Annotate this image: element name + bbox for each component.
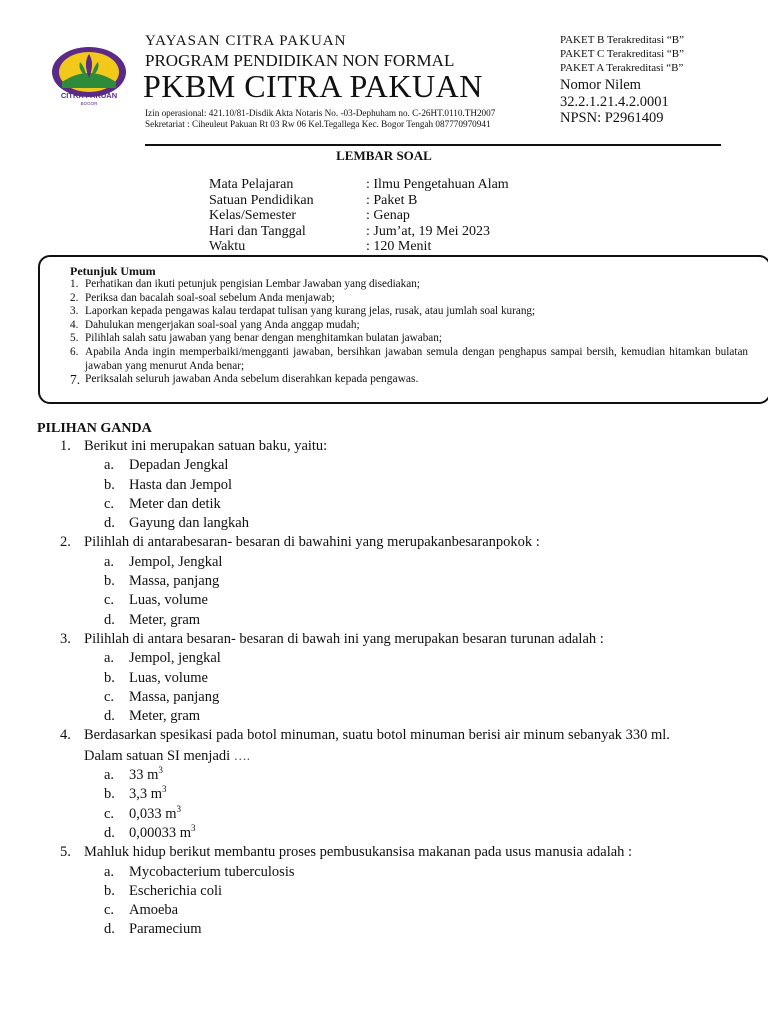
option-text: Massa, panjang — [129, 688, 220, 705]
question-4 — [60, 726, 750, 766]
option — [104, 863, 750, 882]
option — [104, 688, 750, 707]
option-text: Hasta dan Jempol — [129, 476, 233, 493]
option-letter: a. — [104, 553, 115, 570]
option-exponent: 3 — [176, 803, 182, 814]
option-exponent: 3 — [158, 765, 163, 776]
info-value: : Jum’at, 19 Mei 2023 — [366, 223, 491, 239]
info-value: : Paket B — [366, 192, 418, 208]
info-row — [209, 239, 509, 255]
info-row — [209, 208, 509, 224]
page-title: LEMBAR SOAL — [336, 148, 432, 163]
option-letter: b. — [104, 786, 115, 803]
nomor-nilem-value: 32.2.1.21.4.2.0001 — [560, 93, 669, 110]
option — [104, 766, 750, 785]
petunjuk-list — [70, 278, 748, 387]
option — [104, 824, 750, 843]
info-label: Mata Pelajaran — [209, 177, 294, 192]
question-number: 2. — [60, 534, 71, 551]
option-value: 0,00033 m — [129, 824, 192, 841]
option-letter: a. — [104, 457, 115, 474]
info-row — [209, 193, 509, 209]
nomor-nilem-label: Nomor Nilem — [560, 77, 641, 93]
option — [104, 882, 750, 901]
info-row — [209, 224, 509, 240]
option — [104, 901, 750, 920]
option-letter: c. — [104, 902, 115, 919]
option-text — [129, 824, 196, 843]
info-value: : 120 Menit — [366, 239, 432, 254]
petunjuk-item — [70, 278, 748, 292]
header-divider — [145, 144, 721, 146]
option-value: 0,033 m — [129, 805, 177, 822]
option-value: 33 m — [129, 767, 159, 784]
accreditation-list — [560, 33, 684, 75]
logo-subtext: BOGOR — [80, 101, 98, 106]
option-text: Amoeba — [129, 902, 179, 919]
npsn: NPSN: P2961409 — [560, 110, 664, 126]
question-text — [84, 726, 750, 766]
option-text: Massa, panjang — [129, 573, 220, 590]
option — [104, 669, 750, 688]
question-text: Mahluk hidup berikut membantu proses pembusukansisa makanan pada usus manusia adalah : — [84, 844, 633, 861]
option-letter: d. — [104, 611, 115, 628]
option-letter: c. — [104, 805, 115, 822]
question-number: 3. — [60, 630, 71, 647]
question-text-line2: Dalam satuan SI menjadi — [84, 747, 231, 764]
option-letter: d. — [104, 921, 115, 938]
option-text: Gayung dan langkah — [129, 515, 249, 532]
izin-operasional: Izin operasional: 421.10/81-Disdik Akta Notaris No. -03-Dephuham no. C-26HT.0110.TH2007 — [145, 108, 496, 118]
option-letter: b. — [104, 882, 115, 899]
question-3 — [60, 630, 750, 649]
petunjuk-number: 2. — [70, 291, 79, 304]
petunjuk-text: Perhatikan dan ikuti petunjuk pengisian Lembar Jawaban yang disediakan; — [85, 278, 420, 290]
question-1 — [60, 437, 750, 456]
option — [104, 553, 750, 572]
option-letter: a. — [104, 650, 115, 667]
option — [104, 785, 750, 804]
info-value: : Genap — [366, 208, 410, 223]
institution-name: PKBM CITRA PAKUAN — [143, 68, 483, 104]
option — [104, 572, 750, 591]
question-5 — [60, 843, 750, 862]
petunjuk-text: Apabila Anda ingin memperbaiki/mengganti jawaban, bersihkan jawaban semula dengan penghapus sampai bersih, kemudian hitamkan bulatan jawaban yang menurut Anda benar; — [85, 345, 748, 372]
option-letter: d. — [104, 708, 115, 725]
info-row — [209, 177, 509, 193]
accreditation-item: PAKET C Terakreditasi “B” — [560, 48, 684, 60]
option-text: Luas, volume — [129, 669, 208, 686]
option-letter: c. — [104, 592, 115, 609]
option-text: Luas, volume — [129, 592, 208, 609]
option-letter: d. — [104, 515, 115, 532]
info-label: Kelas/Semester — [209, 208, 297, 223]
petunjuk-text: Pilihlah salah satu jawaban yang benar dengan menghitamkan bulatan jawaban; — [85, 332, 442, 345]
question-text: Pilihlah di antarabesaran- besaran di bawahini yang merupakanbesaranpokok : — [84, 534, 540, 551]
option-text: Meter, gram — [129, 708, 201, 725]
registration-block — [560, 77, 669, 127]
petunjuk-number: 6. — [70, 345, 79, 358]
question-text-line1: Berdasarkan spesikasi pada botol minuman, suatu botol minuman berisi air minum sebanyak 330 ml. — [84, 727, 670, 744]
option — [104, 456, 750, 475]
question-list — [60, 437, 750, 940]
option — [104, 805, 750, 824]
info-label: Hari dan Tanggal — [209, 223, 306, 239]
pkbm-logo — [50, 44, 128, 106]
accreditation-item: PAKET B Terakreditasi “B” — [560, 34, 684, 46]
info-value: : Ilmu Pengetahuan Alam — [366, 177, 509, 192]
yayasan-name: YAYASAN CITRA PAKUAN — [145, 33, 347, 49]
petunjuk-item — [70, 373, 748, 387]
petunjuk-item — [70, 292, 748, 306]
petunjuk-text: Dahulukan mengerjakan soal-soal yang Anda anggap mudah; — [85, 318, 360, 331]
petunjuk-number: 7. — [70, 372, 81, 388]
option — [104, 591, 750, 610]
petunjuk-number: 3. — [70, 305, 79, 318]
option-text — [129, 785, 167, 804]
option-letter: a. — [104, 863, 115, 880]
question-number: 1. — [60, 438, 71, 454]
option-exponent: 3 — [162, 784, 167, 795]
petunjuk-number: 1. — [70, 278, 79, 290]
option — [104, 495, 750, 514]
logo-text: CITRA PAKUAN — [60, 91, 118, 100]
option-letter: b. — [104, 573, 115, 590]
petunjuk-text: Laporkan kepada pengawas kalau terdapat tulisan yang kurang jelas, rusak, atau jumlah soal kurang; — [85, 305, 536, 318]
option-text: Depadan Jengkal — [129, 457, 229, 474]
option — [104, 476, 750, 495]
question-text: Pilihlah di antara besaran- besaran di bawah ini yang merupakan besaran turunan adalah : — [84, 630, 604, 647]
question-text: Berikut ini merupakan satuan baku, yaitu: — [84, 438, 328, 454]
petunjuk-number: 4. — [70, 318, 79, 331]
petunjuk-item — [70, 346, 748, 373]
option-text: Mycobacterium tuberculosis — [129, 863, 295, 880]
sekretariat-address: Sekretariat : Ciheuleut Pakuan Rt 03 Rw 06 Kel.Tegallega Kec. Bogor Tengah 087770970941 — [145, 119, 491, 129]
option-text: Meter, gram — [129, 611, 201, 628]
section-heading: PILIHAN GANDA — [37, 421, 152, 436]
petunjuk-number: 5. — [70, 332, 79, 345]
accreditation-item: PAKET A Terakreditasi “B” — [560, 62, 684, 74]
option-letter: b. — [104, 476, 115, 493]
option-text: Paramecium — [129, 921, 202, 938]
option-exponent: 3 — [191, 823, 196, 834]
option-text: Jempol, Jengkal — [129, 553, 223, 570]
petunjuk-item — [70, 305, 748, 319]
petunjuk-text: Periksalah seluruh jawaban Anda sebelum diserahkan kepada pengawas. — [85, 373, 419, 386]
info-label: Waktu — [209, 239, 246, 254]
petunjuk-text: Periksa dan bacalah soal-soal sebelum Anda menjawab; — [85, 291, 335, 304]
option-letter: d. — [104, 824, 115, 841]
question-number: 5. — [60, 844, 71, 861]
option-letter: a. — [104, 767, 115, 784]
info-label: Satuan Pendidikan — [209, 192, 314, 208]
question-2 — [60, 533, 750, 552]
option — [104, 707, 750, 726]
option-text: Escherichia coli — [129, 882, 222, 899]
option-value: 3,3 m — [129, 786, 163, 803]
answer-dots: …. — [233, 747, 251, 763]
option — [104, 611, 750, 630]
option-text — [129, 766, 163, 785]
option — [104, 649, 750, 668]
option — [104, 920, 750, 939]
option — [104, 514, 750, 533]
option-text — [129, 805, 181, 824]
option-text: Jempol, jengkal — [129, 650, 221, 667]
exam-info — [209, 177, 509, 255]
option-text: Meter dan detik — [129, 495, 221, 512]
option-letter: c. — [104, 495, 115, 512]
question-number: 4. — [60, 727, 71, 744]
option-letter: b. — [104, 669, 115, 686]
program-name: PROGRAM PENDIDIKAN NON FORMAL — [145, 51, 455, 70]
option-letter: c. — [104, 688, 115, 705]
petunjuk-item — [70, 319, 748, 333]
petunjuk-item — [70, 332, 748, 346]
petunjuk-title: Petunjuk Umum — [70, 264, 156, 278]
